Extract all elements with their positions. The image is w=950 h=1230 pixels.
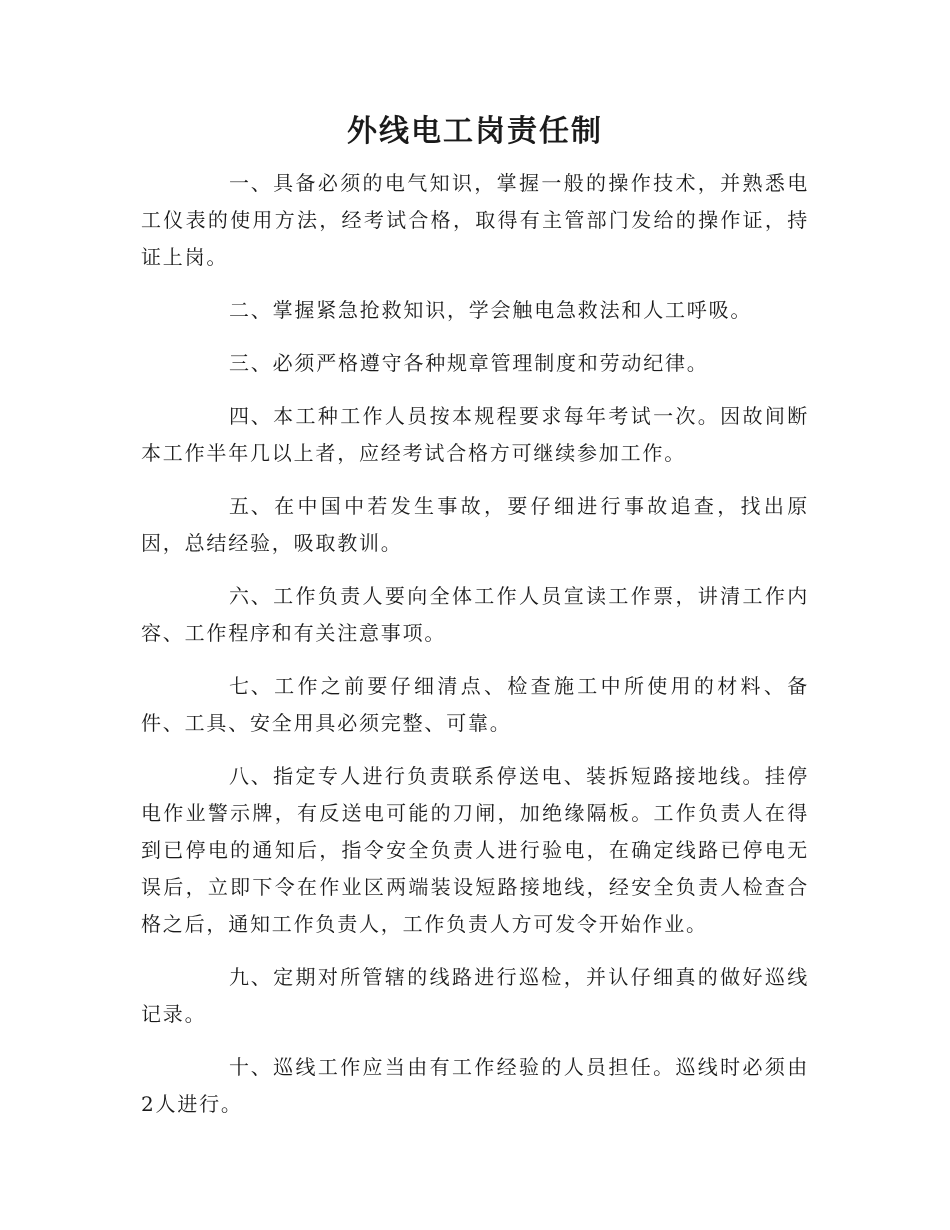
clause-text: 在中国中若发生事故，要仔细进行事故追查，找出原因，总结经验，吸取教训。 — [141, 494, 809, 555]
clause-text: 掌握紧急抢救知识，学会触电急救法和人工呼吸。 — [272, 298, 753, 322]
clause-text: 工作之前要仔细清点、检查施工中所使用的材料、备件、工具、安全用具必须完整、可靠。 — [141, 674, 809, 735]
clause-4 — [141, 398, 809, 472]
clause-text: 巡线工作应当由有工作经验的人员担任。巡线时必须由2人进行。 — [141, 1055, 809, 1116]
clause-1 — [141, 165, 809, 276]
clause-10 — [141, 1049, 809, 1123]
clause-number: 五、 — [229, 494, 273, 518]
clause-text: 具备必须的电气知识，掌握一般的操作技术，并熟悉电工仪表的使用方法，经考试合格，取得有主管部门发给的操作证，持证上岗。 — [141, 171, 809, 269]
clause-text: 工作负责人要向全体工作人员宣读工作票，讲清工作内容、工作程序和有关注意事项。 — [141, 584, 809, 645]
clause-text: 指定专人进行负责联系停送电、装拆短路接地线。挂停电作业警示牌，有反送电可能的刀闸，加绝缘隔板。工作负责人在得到已停电的通知后，指令安全负责人进行验电，在确定线路已停电无误后，立即下令在作业区两端装设短路接地线，经安全负责人检查合格之后，通知工作负责人，工作负责人方可发令开始作业。 — [141, 764, 809, 936]
document-title: 外线电工岗责任制 — [347, 114, 603, 149]
clause-number: 四、 — [229, 404, 273, 428]
clause-number: 六、 — [229, 584, 273, 608]
clause-6 — [141, 578, 809, 652]
clause-text: 定期对所管辖的线路进行巡检，并认仔细真的做好巡线记录。 — [141, 965, 809, 1026]
clause-2 — [141, 292, 809, 329]
clause-9 — [141, 959, 809, 1033]
clause-7 — [141, 668, 809, 742]
clause-text: 本工种工作人员按本规程要求每年考试一次。因故间断本工作半年几以上者，应经考试合格方可继续参加工作。 — [141, 404, 809, 465]
clause-3 — [141, 345, 809, 382]
clause-number: 十、 — [229, 1055, 273, 1079]
clause-number: 九、 — [229, 965, 273, 989]
document-body — [141, 165, 809, 1139]
clause-number: 八、 — [229, 764, 273, 788]
clause-8 — [141, 758, 809, 943]
clause-number: 一、 — [229, 171, 273, 195]
clause-5 — [141, 488, 809, 562]
clause-number: 七、 — [229, 674, 273, 698]
clause-text: 必须严格遵守各种规章管理制度和劳动纪律。 — [272, 351, 709, 375]
clause-number: 二、 — [229, 298, 273, 322]
clause-number: 三、 — [229, 351, 273, 375]
